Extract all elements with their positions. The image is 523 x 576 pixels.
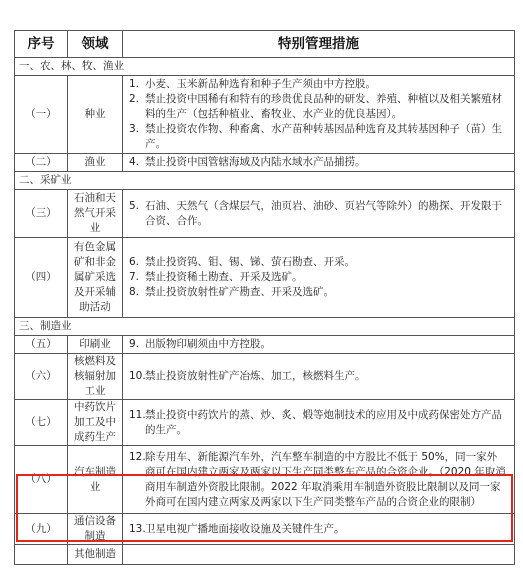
measure-number: 10. xyxy=(129,370,146,382)
row-number: （四） xyxy=(15,238,68,318)
measure-item xyxy=(123,199,510,229)
table-header-row xyxy=(15,31,515,58)
measure-text: 禁止投资农作物、种畜禽、水产苗种转基因品种选育及其转基因种子（苗）生产。 xyxy=(145,123,502,150)
table-row xyxy=(15,400,515,446)
row-measures xyxy=(123,514,515,545)
measure-text: 禁止投资放射性矿产勘查、开采及选矿。 xyxy=(145,286,334,298)
measure-text: 禁止投资中国管辖海域及内陆水域水产品捕捞。 xyxy=(145,156,366,168)
measure-number: 6. xyxy=(129,256,140,268)
measure-number: 8. xyxy=(129,286,140,298)
row-field: 中药饮片加工及中成药生产 xyxy=(68,400,123,446)
measure-text: 除专用车、新能源汽车外，汽车整车制造的中方股比不低于 50%，同一家外商可在国内建立两家及两家以下生产同类整车产品的合资企业。（2020 年取消商用车制造外资股比限制。2022 年取消乘用车制造外资股比限制以及同一家外商可在国内建立两家及两家以下生产同类整车产品的合资企业的限制） xyxy=(145,450,506,508)
row-number: （九） xyxy=(15,514,68,545)
measure-text: 禁止投资放射性矿产冶炼、加工，核燃料生产。 xyxy=(145,370,366,382)
measure-item xyxy=(123,337,510,352)
row-measures xyxy=(123,190,515,238)
measure-item xyxy=(123,255,510,270)
measure-item xyxy=(123,285,510,300)
section-title: 一、农、林、牧、渔业 xyxy=(15,58,515,76)
measure-item xyxy=(123,522,510,537)
row-measures xyxy=(123,354,515,400)
table-row xyxy=(15,154,515,172)
measure-text: 禁止投资稀土勘查、开采及选矿。 xyxy=(145,271,303,283)
measure-item xyxy=(123,77,510,92)
measure-item xyxy=(123,408,510,438)
section-row xyxy=(15,172,515,190)
table-row xyxy=(15,76,515,154)
row-measures xyxy=(123,336,515,354)
row-field: 汽车制造业 xyxy=(68,446,123,514)
table-row xyxy=(15,446,515,514)
row-number: （六） xyxy=(15,354,68,400)
header-field: 领域 xyxy=(68,31,123,58)
row-field: 其他制造 xyxy=(68,545,123,565)
table-row xyxy=(15,190,515,238)
measure-item xyxy=(123,450,510,510)
measure-number: 13. xyxy=(129,522,146,535)
measure-number: 5. xyxy=(129,199,140,212)
measure-item xyxy=(123,155,510,170)
measure-number: 4. xyxy=(129,156,140,168)
table-row xyxy=(15,238,515,318)
measure-text: 禁止投资钨、钼、锡、锑、萤石勘查、开采。 xyxy=(145,256,355,268)
row-measures xyxy=(123,238,515,318)
row-measures xyxy=(123,446,515,514)
measure-number: 11. xyxy=(129,408,146,421)
row-number: （二） xyxy=(15,154,68,172)
row-number: （五） xyxy=(15,336,68,354)
row-measures xyxy=(123,154,515,172)
table-row xyxy=(15,354,515,400)
row-field: 印刷业 xyxy=(68,336,123,354)
row-field: 有色金属矿和非金属矿采选及开采辅助活动 xyxy=(68,238,123,318)
table-row xyxy=(15,514,515,545)
row-number xyxy=(15,545,68,565)
measure-text: 卫星电视广播地面接收设施及关键件生产。 xyxy=(145,522,345,535)
table-row xyxy=(15,336,515,354)
section-row xyxy=(15,58,515,76)
row-field: 核燃料及核辐射加工业 xyxy=(68,354,123,400)
header-no: 序号 xyxy=(15,31,68,58)
row-number: （一） xyxy=(15,76,68,154)
measure-number: 3. xyxy=(129,123,140,135)
header-measures: 特别管理措施 xyxy=(123,31,515,58)
row-field: 渔业 xyxy=(68,154,123,172)
table-row xyxy=(15,545,515,565)
measure-number: 2. xyxy=(129,93,140,105)
section-title: 二、采矿业 xyxy=(15,172,515,190)
measure-text: 出版物印刷须由中方控股。 xyxy=(145,338,271,350)
measure-item xyxy=(123,369,510,384)
measure-text: 禁止投资中国稀有和特有的珍贵优良品种的研发、养殖、种植以及相关繁殖材料的生产（包括种植业、畜牧业、水产业的优良基因）。 xyxy=(145,93,502,120)
measure-item xyxy=(123,92,510,122)
row-number: （八） xyxy=(15,446,68,514)
measure-text: 禁止投资中药饮片的蒸、炒、炙、煅等炮制技术的应用及中成药保密处方产品的生产。 xyxy=(145,408,502,436)
row-field: 通信设备制造 xyxy=(68,514,123,545)
row-measures xyxy=(123,545,515,565)
row-measures xyxy=(123,76,515,154)
measure-text: 石油、天然气（含煤层气，油页岩、油砂、页岩气等除外）的勘探、开发限于合资、合作。 xyxy=(145,199,502,227)
special-measures-table xyxy=(14,30,515,565)
top-margin xyxy=(0,0,523,30)
row-field: 种业 xyxy=(68,76,123,154)
measure-number: 9. xyxy=(129,338,140,350)
measure-text: 小麦、玉米新品种选育和种子生产须由中方控股。 xyxy=(145,78,376,90)
row-number: （三） xyxy=(15,190,68,238)
measure-number: 12. xyxy=(129,450,146,463)
measure-number: 1. xyxy=(129,78,140,90)
section-title: 三、制造业 xyxy=(15,318,515,336)
row-number: （七） xyxy=(15,400,68,446)
row-measures xyxy=(123,400,515,446)
measure-item xyxy=(123,270,510,285)
section-row xyxy=(15,318,515,336)
measure-number: 7. xyxy=(129,271,140,283)
measure-item xyxy=(123,122,510,152)
row-field: 石油和天然气开采业 xyxy=(68,190,123,238)
